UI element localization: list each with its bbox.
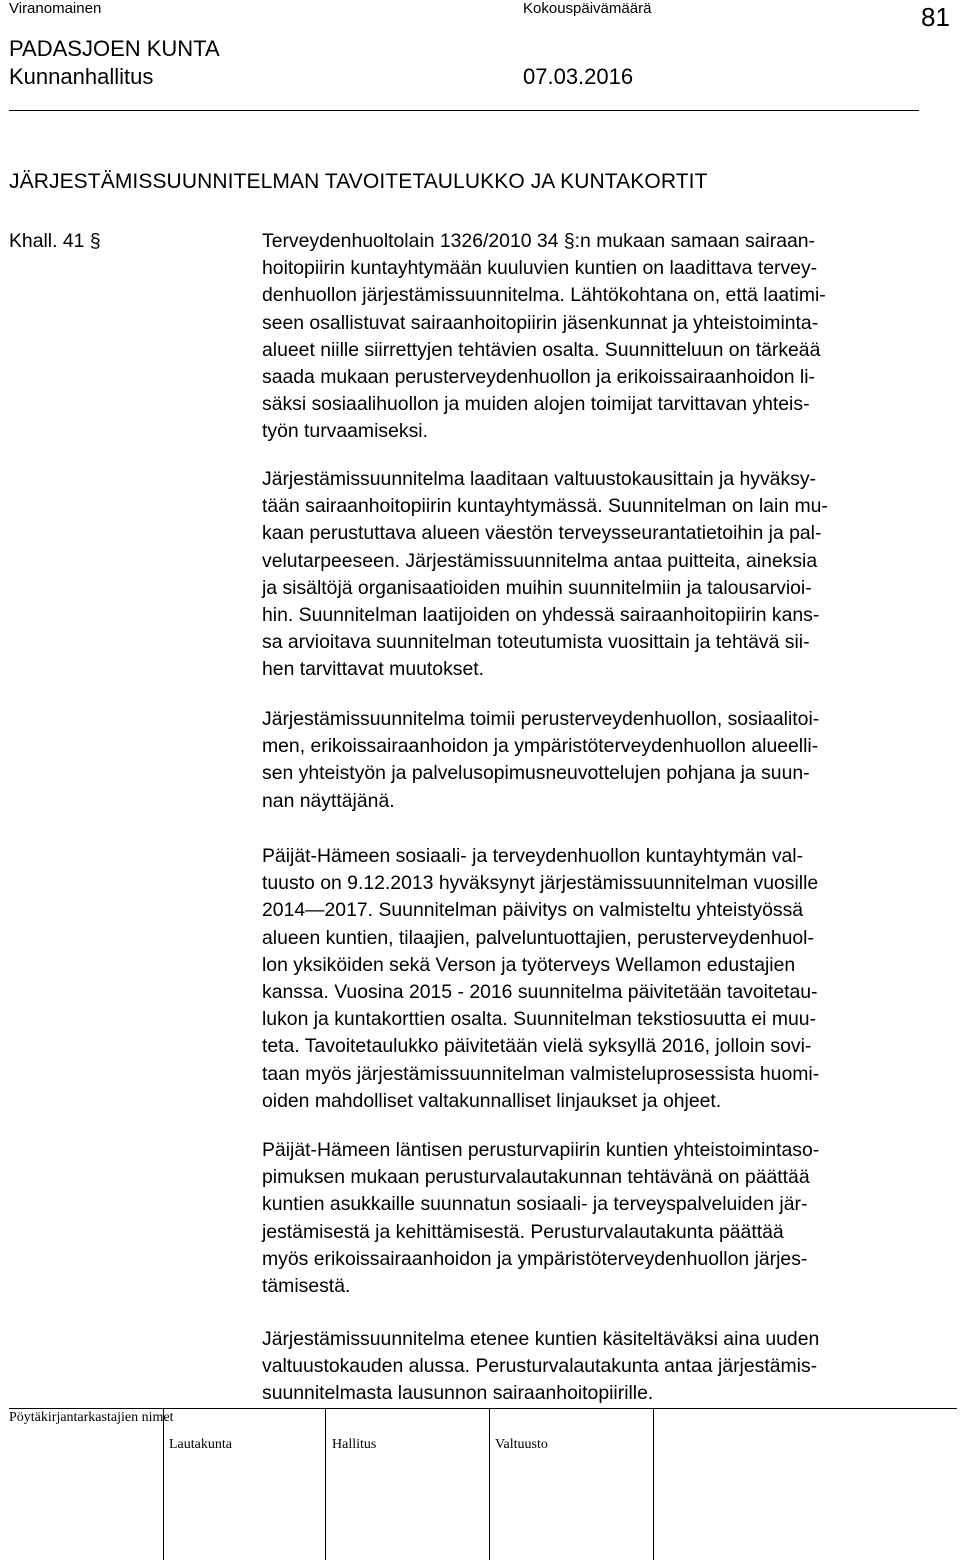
paragraph-line: Päijät-Hämeen läntisen perusturvapiirin kuntien yhteistoimintaso- — [262, 1139, 820, 1161]
paragraph-line: velutarpeeseen. Järjestämissuunnitelma antaa puitteita, aineksia — [262, 549, 818, 572]
paragraph-2 — [262, 466, 828, 684]
footer-column-divider — [489, 1408, 490, 1560]
paragraph-line: työn turvaamiseksi. — [262, 420, 428, 443]
meeting-date: 07.03.2016 — [523, 64, 634, 89]
paragraph-line: kanssa. Vuosina 2015 - 2016 suunnitelma päivitetään tavoitetau- — [262, 981, 818, 1004]
paragraph-3 — [262, 706, 819, 815]
paragraph-line: oiden mahdolliset valtakunnalliset linjaukset ja ohjeet. — [262, 1089, 722, 1112]
footer-column-valtuusto: Valtuusto — [495, 1437, 548, 1452]
paragraph-line: Järjestämissuunnitelma laaditaan valtuustokausittain ja hyväksy- — [262, 468, 816, 490]
paragraph-line: sa arvioitava suunnitelman toteutumista vuosittain ja tehtävä sii- — [262, 631, 810, 654]
organization-name: PADASJOEN KUNTA — [9, 36, 220, 61]
footer-column-divider — [653, 1408, 654, 1560]
paragraph-line: Päijät-Hämeen sosiaali- ja terveydenhuollon kuntayhtymän val- — [262, 845, 804, 867]
paragraph-line: säksi sosiaalihuollon ja muiden alojen toimijat tarvittavan yhteis- — [262, 393, 810, 416]
paragraph-line: hen tarvittavat muutokset. — [262, 658, 485, 681]
header-meeting-date-label: Kokouspäivämäärä — [523, 0, 652, 17]
signatures-label: Pöytäkirjantarkastajien nimet — [9, 1410, 174, 1425]
paragraph-6 — [262, 1326, 819, 1408]
footer-divider — [9, 1408, 957, 1409]
paragraph-line: myös erikoissairaanhoidon ja ympäristöterveydenhuollon järjes- — [262, 1247, 808, 1270]
governing-body-name: Kunnanhallitus — [9, 64, 154, 89]
paragraph-line: tuusto on 9.12.2013 hyväksynyt järjestämissuunnitelman vuosille — [262, 872, 819, 895]
paragraph-line: hoitopiirin kuntayhtymään kuuluvien kuntien on laadittava tervey- — [262, 257, 818, 280]
paragraph-line: Järjestämissuunnitelma toimii perusterveydenhuollon, sosiaalitoi- — [262, 708, 820, 730]
paragraph-line: tään sairaanhoitopiirin kuntayhtymässä. Suunnitelman on lain mu- — [262, 495, 828, 518]
paragraph-line: suunnitelmasta lausunnon sairaanhoitopiirille. — [262, 1382, 654, 1405]
paragraph-line: valtuustokauden alussa. Perusturvalautakunta antaa järjestämis- — [262, 1355, 818, 1378]
paragraph-line: hin. Suunnitelman laatijoiden on yhdessä sairaanhoitopiirin kans- — [262, 604, 820, 627]
paragraph-line: pimuksen mukaan perusturvalautakunnan tehtävänä on päättää — [262, 1166, 810, 1189]
paragraph-line: men, erikoissairaanhoidon ja ympäristöterveydenhuollon alueelli- — [262, 735, 819, 758]
paragraph-1 — [262, 228, 826, 446]
paragraph-line: jestämisestä ja kehittämisestä. Perusturvalautakunta päättää — [262, 1220, 784, 1243]
paragraph-line: saada mukaan perusterveydenhuollon ja erikoissairaanhoidon li- — [262, 366, 815, 389]
paragraph-line: nan näyttäjänä. — [262, 789, 395, 812]
paragraph-4 — [262, 843, 819, 1115]
footer-column-hallitus: Hallitus — [332, 1437, 377, 1452]
paragraph-line: alueet niille siirrettyjen tehtävien osalta. Suunnitteluun on tärkeää — [262, 338, 821, 361]
section-label: Khall. 41 § — [9, 230, 101, 252]
paragraph-line: lon yksiköiden sekä Verson ja työterveys Wellamon edustajien — [262, 953, 796, 976]
paragraph-line: alueen kuntien, tilaajien, palveluntuottajien, perusterveydenhuol- — [262, 926, 814, 949]
footer-column-lautakunta: Lautakunta — [169, 1437, 232, 1452]
header-divider — [9, 110, 919, 111]
paragraph-5 — [262, 1137, 819, 1300]
paragraph-line: 2014—2017. Suunnitelman päivitys on valmisteltu yhteistyössä — [262, 899, 804, 922]
footer-column-divider — [325, 1408, 326, 1560]
paragraph-line: taan myös järjestämissuunnitelman valmisteluprosessista huomi- — [262, 1062, 820, 1085]
paragraph-line: tämisestä. — [262, 1275, 351, 1298]
paragraph-line: lukon ja kuntakorttien osalta. Suunnitelman tekstiosuutta ei muu- — [262, 1008, 817, 1031]
paragraph-line: sen yhteistyön ja palvelusopimusneuvottelujen pohjana ja suun- — [262, 762, 810, 785]
paragraph-line: denhuollon järjestämissuunnitelma. Lähtökohtana on, että laatimi- — [262, 284, 826, 307]
paragraph-line: Terveydenhuoltolain 1326/2010 34 §:n mukaan samaan sairaan- — [262, 230, 816, 252]
paragraph-line: kaan perustuttava alueen väestön terveysseurantatietoihin ja pal- — [262, 522, 822, 545]
header-authority-label: Viranomainen — [9, 0, 102, 17]
footer-column-divider — [163, 1408, 164, 1560]
paragraph-line: Järjestämissuunnitelma etenee kuntien käsiteltäväksi aina uuden — [262, 1328, 820, 1350]
paragraph-line: ja sisältöjä organisaatioiden muihin suunnitelmiin ja talousarvioi- — [262, 576, 812, 599]
paragraph-line: seen osallistuvat sairaanhoitopiirin jäsenkunnat ja yhteistoiminta- — [262, 311, 819, 334]
page-number: 81 — [921, 2, 950, 32]
paragraph-line: kuntien asukkaille suunnatun sosiaali- ja terveyspalveluiden jär- — [262, 1193, 808, 1216]
document-title: JÄRJESTÄMISSUUNNITELMAN TAVOITETAULUKKO JA KUNTAKORTIT — [9, 170, 708, 193]
paragraph-line: teta. Tavoitetaulukko päivitetään vielä syksyllä 2016, jolloin sovi- — [262, 1035, 812, 1058]
